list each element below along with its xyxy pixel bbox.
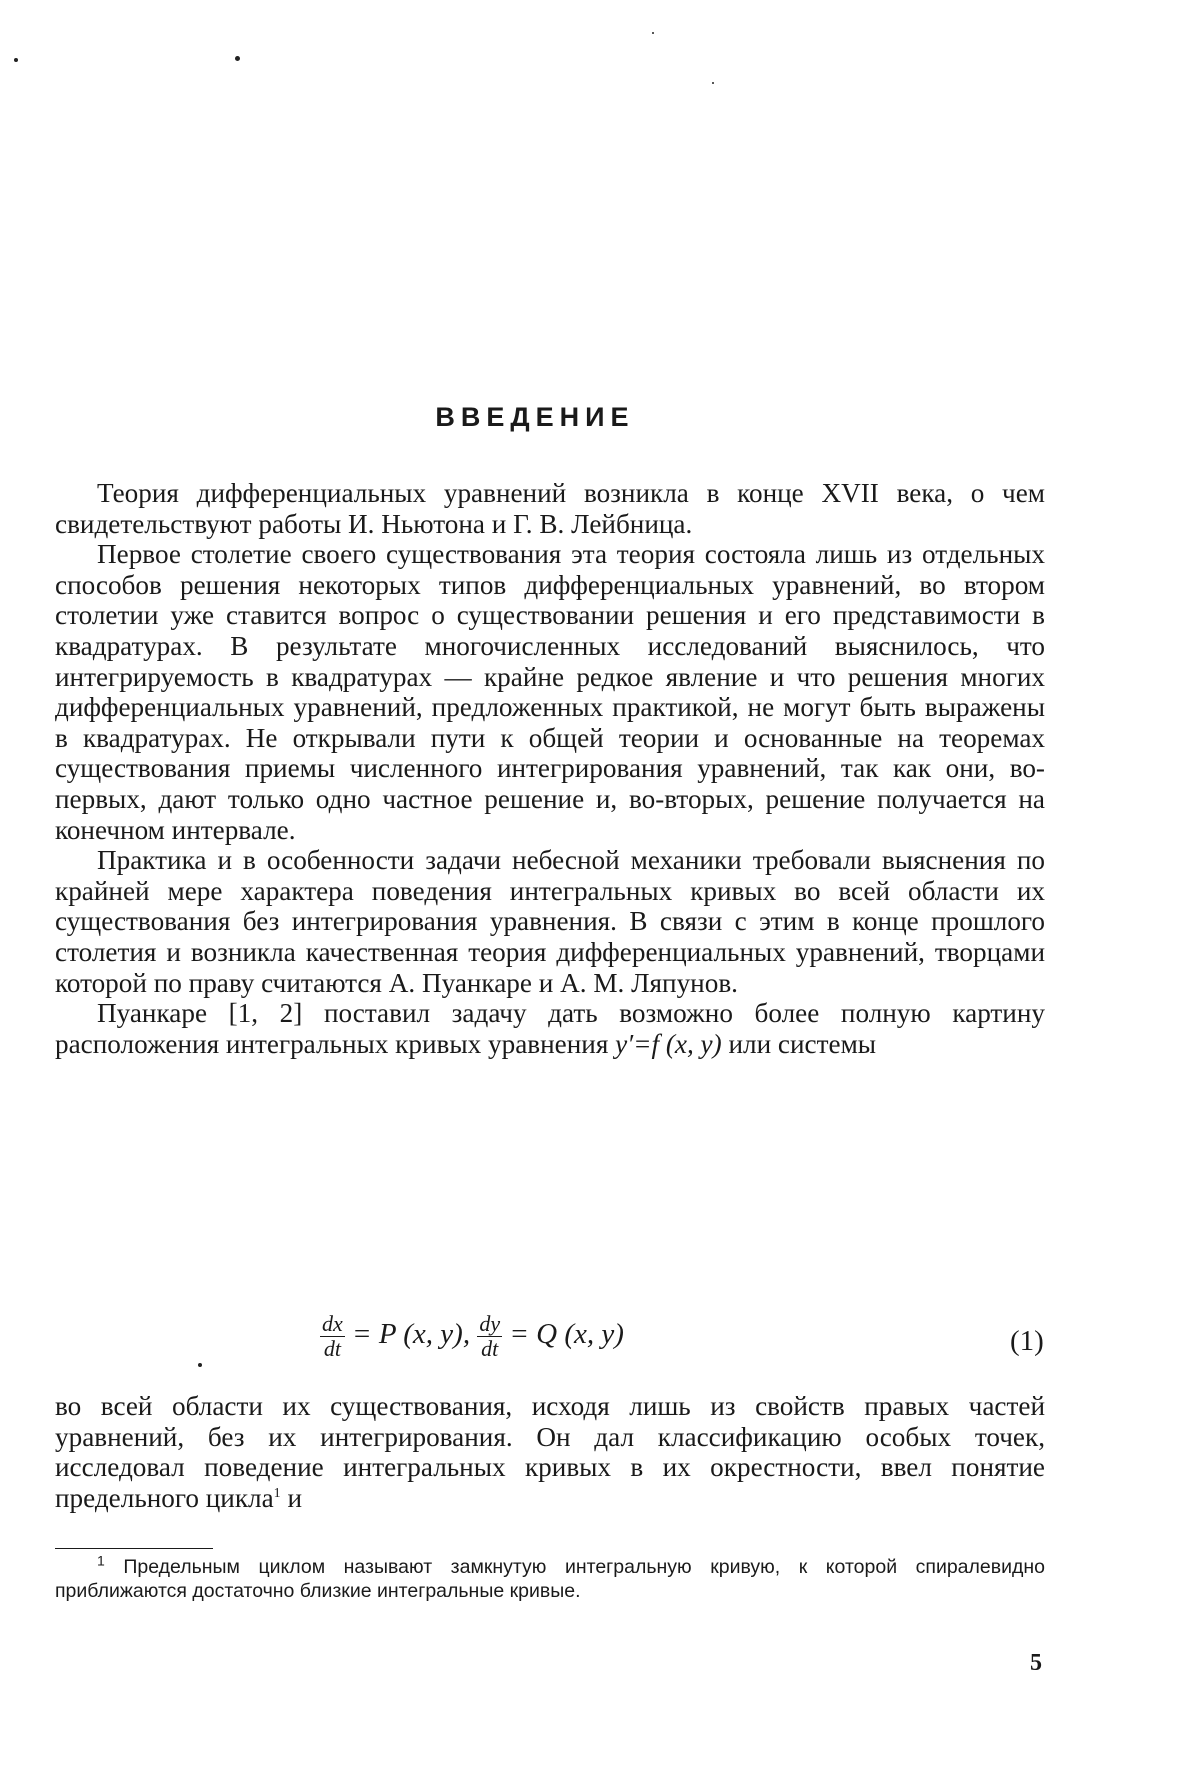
paragraph-text: во всей области их существования, исходя лишь из свойств правых частей уравнений, без их интегрирования. Он дал классификацию особых точек, исследовал поведение интегральных кривых в их окрестности, ввел понятие предельного цикла: [55, 1391, 1045, 1513]
footnote-marker: 1: [97, 1552, 105, 1569]
paragraph-tail: или системы: [728, 1028, 877, 1059]
footnote: [55, 1552, 1045, 1603]
page-number: 5: [1030, 1650, 1042, 1676]
fraction-numerator: dx: [322, 1311, 343, 1336]
formula-rhs-q: = Q (x, y): [509, 1318, 624, 1351]
body-text: [55, 478, 1045, 1059]
paragraph-text: Пуанкаре [1, 2] поставил задачу дать возможно более полную картину расположения интегральных кривых уравнения: [55, 998, 1045, 1059]
paragraph: Первое столетие своего существования эта теория состояла лишь из отдельных способов решения некоторых типов дифференциальных уравнений, во втором столетии уже ставится вопрос о существовании решения и его представимости в квадратурах. В результате многочисленных исследований выяснилось, что интегрируемость в квадратурах — крайне редкое явление и что решения многих дифференциальных уравнений, предложенных практикой, не могут быть выражены в квадратурах. Не открывали пути к общей теории и основанные на теоремах существования приемы численного интегрирования уравнений, так как они, во-первых, дают только одно частное решение и, во-вторых, решение получается на конечном интервале.: [55, 539, 1045, 845]
footnote-divider: [55, 1548, 213, 1549]
fraction-numerator: dy: [479, 1311, 501, 1336]
inline-equation: y′=f (x, y): [615, 1028, 722, 1059]
paragraph: Практика и в особенности задачи небесной механики требовали выяснения по крайней мере характера поведения интегральных кривых во всей области их существования без интегрирования уравнения. В связи с этим в конце прошлого столетия и возникла качественная теория дифференциальных уравнений, творцами которой по праву считаются А. Пуанкаре и А. М. Ляпунов.: [55, 845, 1045, 998]
scan-speck: [198, 1363, 202, 1367]
footnote-reference: 1: [273, 1485, 281, 1501]
display-formula: [320, 1312, 820, 1380]
paragraph: [55, 1391, 1045, 1513]
paragraph: [55, 998, 1045, 1059]
scan-speck: [652, 32, 654, 34]
scan-speck: [235, 56, 240, 61]
paragraph-end: и: [287, 1482, 303, 1513]
equation-number: (1): [1010, 1325, 1044, 1357]
scan-speck: [14, 58, 18, 62]
formula-rhs-p: = P (x, y),: [352, 1318, 471, 1351]
fraction-denominator: dt: [481, 1336, 499, 1361]
scan-speck: [712, 82, 714, 84]
fraction-dy-dt: [477, 1312, 502, 1361]
fraction-dx-dt: [320, 1312, 345, 1361]
footnote-text: Предельным циклом называют замкнутую интегральную кривую, к которой спиралевидно приближаются достаточно близкие интегральные кривые.: [55, 1556, 1045, 1602]
body-text-continued: [55, 1391, 1045, 1513]
chapter-heading: ВВЕДЕНИЕ: [435, 402, 635, 432]
fraction-denominator: dt: [323, 1336, 341, 1361]
paragraph: Теория дифференциальных уравнений возникла в конце XVII века, о чем свидетельствуют работы И. Ньютона и Г. В. Лейбница.: [55, 478, 1045, 539]
